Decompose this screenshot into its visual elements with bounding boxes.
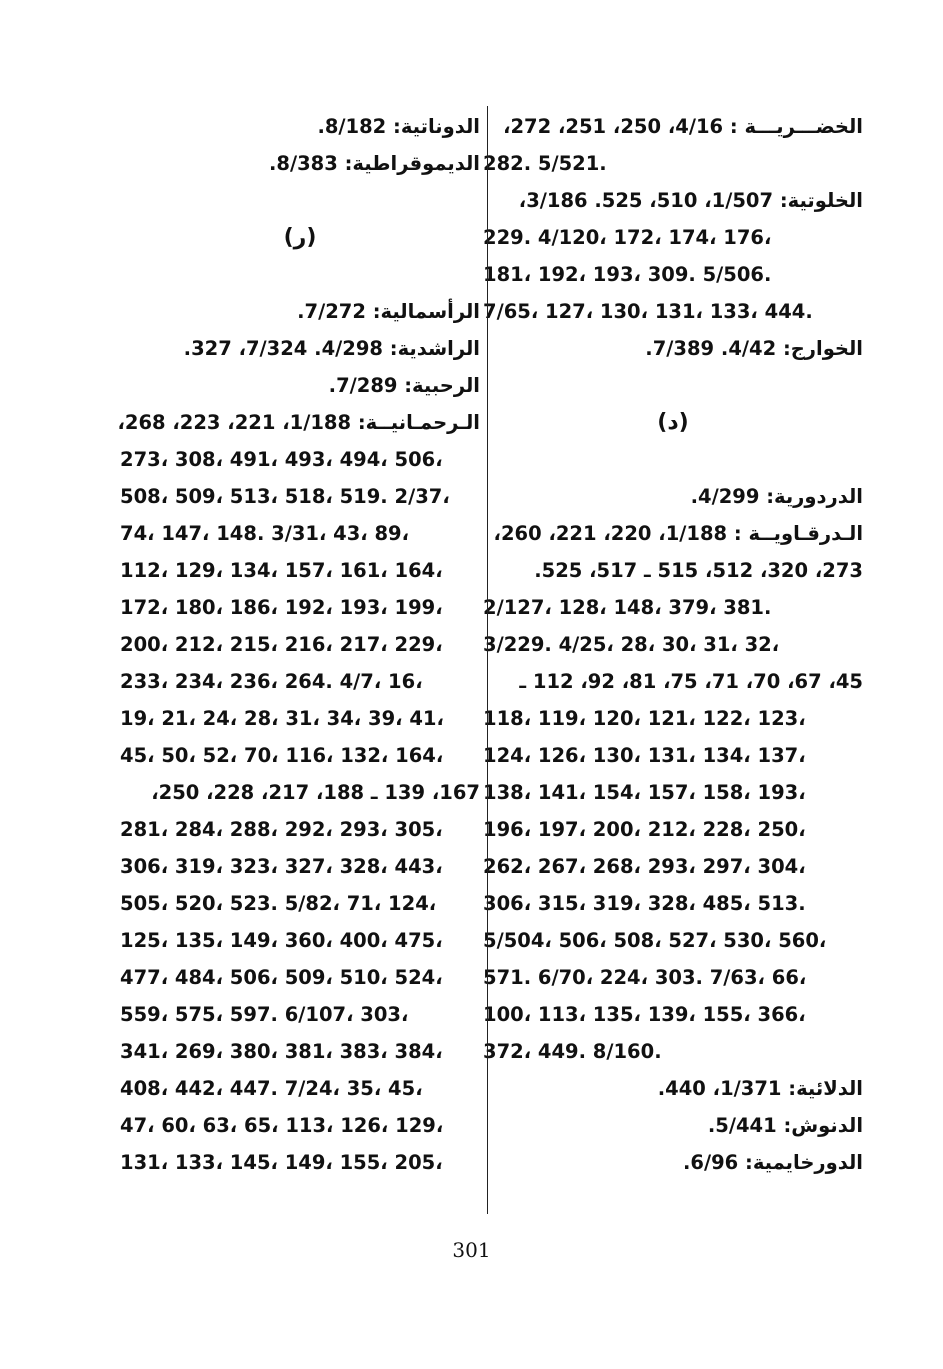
- index-entry: الدورخايمية: 6/96.: [682, 1151, 863, 1174]
- index-entry: الخلوتية: 1/507، 510، 525. 3/186،: [518, 189, 863, 212]
- index-entry-continuation: 19، 21، 24، 28، 31، 34، 39، 41،: [120, 707, 444, 730]
- index-column-right: [483, 108, 863, 1181]
- spacer: [483, 441, 863, 478]
- index-entry-continuation: 181، 192، 193، 309. 5/506.: [483, 263, 772, 286]
- index-entry-continuation: 559، 575، 597. 6/107، 303،: [120, 1003, 409, 1026]
- index-entry-continuation: 3/229. 4/25، 28، 30، 31، 32،: [483, 633, 780, 656]
- index-entry: الدردورية: 4/299.: [690, 485, 863, 508]
- index-entry-continuation: 7/65، 127، 130، 131، 133، 444.: [483, 300, 813, 323]
- spacer: [120, 256, 480, 293]
- index-entry-continuation: 505، 520، 523. 5/82، 71، 124،: [120, 892, 437, 915]
- index-entry: الدنوش: 5/441.: [707, 1114, 863, 1137]
- index-entry-continuation: 196، 197، 200، 212، 228، 250،: [483, 818, 806, 841]
- index-entry-continuation: 282. 5/521.: [483, 152, 607, 175]
- index-entry-continuation: 138، 141، 154، 157، 158، 193،: [483, 781, 806, 804]
- index-entry-continuation: 45، 50، 52، 70، 116، 132، 164،: [120, 744, 444, 767]
- spacer: [483, 367, 863, 404]
- index-entry-continuation: 262، 267، 268، 293، 297، 304،: [483, 855, 806, 878]
- index-entry-continuation: 306، 319، 323، 327، 328، 443،: [120, 855, 443, 878]
- index-entry-continuation: 100، 113، 135، 139، 155، 366،: [483, 1003, 806, 1026]
- index-entry-continuation: 74، 147، 148. 3/31، 43، 89،: [120, 522, 410, 545]
- index-entry: الرأسمالية: 7/272.: [297, 300, 480, 323]
- index-entry-continuation: 47، 60، 63، 65، 113، 126، 129،: [120, 1114, 444, 1137]
- index-entry: الخوارج: 4/42. 7/389.: [645, 337, 863, 360]
- index-entry-continuation: 125، 135، 149، 360، 400، 475،: [120, 929, 443, 952]
- index-entry-continuation: 477، 484، 506، 509، 510، 524،: [120, 966, 443, 989]
- index-entry-continuation: 233، 234، 236، 264. 4/7، 16،: [120, 670, 423, 693]
- section-letter-dal: (د): [657, 410, 689, 435]
- index-entry: الدوناتية: 8/182.: [317, 115, 480, 138]
- index-entry-continuation: 45، 67، 70، 71، 75، 81، 92، 112 ـ: [519, 670, 863, 693]
- index-entry: الـدرقـاويــة : 1/188، 220، 221، 260،: [493, 522, 863, 545]
- index-entry-continuation: 112، 129، 134، 157، 161، 164،: [120, 559, 443, 582]
- index-entry-continuation: 273، 308، 491، 493، 494، 506،: [120, 448, 443, 471]
- index-entry: الراشدية: 4/298. 7/324، 327.: [183, 337, 480, 360]
- index-entry-continuation: 508، 509، 513، 518، 519. 2/37،: [120, 485, 450, 508]
- index-entry-continuation: 281، 284، 288، 292، 293، 305،: [120, 818, 443, 841]
- section-letter-ra: (ر): [283, 225, 317, 250]
- index-column-left: [117, 108, 480, 1181]
- index-entry-continuation: 408، 442، 447. 7/24، 35، 45،: [120, 1077, 423, 1100]
- index-entry-continuation: 167، 139 ـ 188، 217، 228، 250،: [151, 781, 480, 804]
- index-entry-continuation: 372، 449. 8/160.: [483, 1040, 662, 1063]
- index-entry: الـرحمـانيــة: 1/188، 221، 223، 268،: [117, 411, 480, 434]
- column-divider: [487, 106, 488, 1214]
- index-entry: الديموقراطية: 8/383.: [268, 152, 480, 175]
- index-entry: الدلائية: 1/371، 440.: [657, 1077, 863, 1100]
- index-entry-continuation: 118، 119، 120، 121، 122، 123،: [483, 707, 806, 730]
- index-entry-continuation: 341، 269، 380، 381، 383، 384،: [120, 1040, 443, 1063]
- index-entry-continuation: 571. 6/70، 224، 303. 7/63، 66،: [483, 966, 807, 989]
- index-entry-continuation: 124، 126، 130، 131، 134، 137،: [483, 744, 806, 767]
- index-entry-continuation: 229. 4/120، 172، 174، 176،: [483, 226, 772, 249]
- index-entry-continuation: 200، 212، 215، 216، 217، 229،: [120, 633, 443, 656]
- spacer: [120, 182, 480, 219]
- index-entry-continuation: 131، 133، 145، 149، 155، 205،: [120, 1151, 443, 1174]
- index-entry-continuation: 2/127، 128، 148، 379، 381.: [483, 596, 772, 619]
- index-entry-continuation: 306، 315، 319، 328، 485، 513.: [483, 892, 806, 915]
- index-entry-continuation: 172، 180، 186، 192، 193، 199،: [120, 596, 443, 619]
- index-entry-continuation: 273، 320، 512، 515 ـ 517، 525.: [534, 559, 863, 582]
- page-number: 301: [452, 1238, 491, 1262]
- index-entry: الخضـــريـــة : 4/16، 250، 251، 272،: [503, 115, 863, 138]
- index-entry: الرحبية: 7/289.: [328, 374, 480, 397]
- index-entry-continuation: 5/504، 506، 508، 527، 530، 560،: [483, 929, 827, 952]
